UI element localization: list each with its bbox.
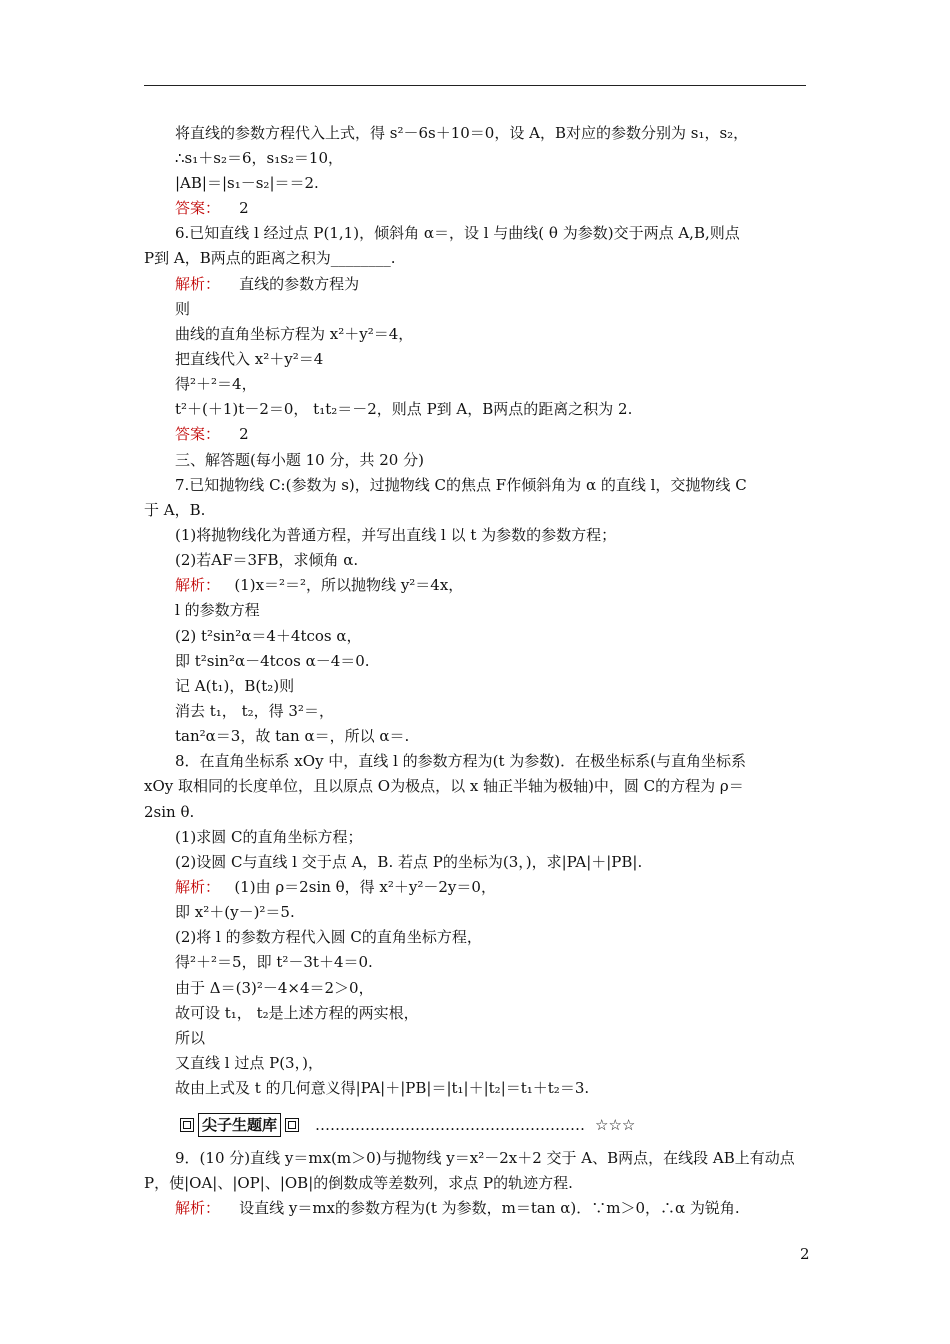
line-text: 7.已知抛物线 C:(参数为 s)，过抛物线 C的焦点 F作倾斜角为 α 的直线 l，交抛物线 C — [175, 476, 747, 494]
text-line — [175, 297, 190, 322]
text-line — [175, 624, 362, 649]
line-text: 则 — [175, 300, 191, 318]
page-number: 2 — [800, 1245, 810, 1263]
line-text: (2)若AF＝3FB，求倾角 α. — [175, 551, 359, 569]
line-text: P到 A，B两点的距离之积为________. — [144, 249, 396, 267]
text-line — [175, 121, 748, 146]
text-line — [175, 724, 409, 749]
text-line — [144, 774, 744, 799]
line-text: (2)将 l 的参数方程代入圆 C的直角坐标方程， — [175, 928, 482, 946]
text-line — [175, 422, 249, 447]
answer-label: 答案： — [175, 199, 221, 217]
text-line — [144, 246, 396, 271]
line-text: tan²α＝3，故 tan α＝，所以 α＝. — [175, 727, 410, 745]
text-line — [175, 598, 260, 623]
text-line — [144, 498, 205, 523]
answer-label: 解析： — [175, 275, 221, 293]
line-text: 9．(10 分)直线 y＝mx(m＞0)与抛物线 y＝x²－2x＋2 交于 A、B两点，在线段 AB上有动点 — [175, 1149, 795, 1167]
text-line — [175, 347, 323, 372]
line-text: (1)x＝²＝²，所以抛物线 y²＝4x， — [220, 576, 464, 594]
text-line — [175, 699, 334, 724]
line-text: 2 — [220, 425, 249, 443]
text-line — [175, 397, 632, 422]
text-line — [175, 221, 740, 246]
answer-label: 解析： — [175, 878, 221, 896]
text-line — [175, 1196, 740, 1221]
text-line — [175, 976, 374, 1001]
leader-dots: ……………………………………………… — [315, 1116, 586, 1134]
line-text: 把直线代入 x²＋y²＝4 — [175, 350, 324, 368]
line-text: 所以 — [175, 1029, 206, 1047]
text-line — [144, 800, 194, 825]
question-bank-banner — [180, 1113, 635, 1137]
text-line — [175, 196, 249, 221]
line-text: P，使|OA|、|OP|、|OB|的倒数成等差数列，求点 P的轨迹方程. — [144, 1174, 573, 1192]
line-text: 直线的参数方程为 — [220, 275, 360, 293]
line-text: 8．在直角坐标系 xOy 中，直线 l 的参数方程为(t 为参数)．在极坐标系(与直角坐标系 — [175, 752, 746, 770]
text-line — [175, 1076, 589, 1101]
text-line — [175, 1146, 795, 1171]
text-line — [175, 372, 257, 397]
text-line — [144, 1171, 573, 1196]
line-text: l 的参数方程 — [175, 601, 260, 619]
line-text: (1)求圆 C的直角坐标方程； — [175, 828, 363, 846]
text-line — [175, 900, 295, 925]
line-text: 三、解答题(每小题 10 分，共 20 分) — [175, 451, 424, 469]
text-line — [175, 548, 358, 573]
line-text: 得²＋²＝5，即 t²－3t＋4＝0. — [175, 953, 373, 971]
line-text: (2)设圆 C与直线 l 交于点 A，B. 若点 P的坐标为(3，)，求|PA|＋|PB|. — [175, 853, 643, 871]
text-line — [175, 674, 294, 699]
line-text: 由于 Δ＝(3)²－4×4＝2＞0， — [175, 979, 374, 997]
text-line — [175, 573, 463, 598]
text-line — [175, 950, 373, 975]
text-line — [175, 925, 482, 950]
line-text: 6.已知直线 l 经过点 P(1,1)，倾斜角 α＝，设 l 与曲线( θ 为参数)交于两点 A,B,则点 — [175, 224, 740, 242]
answer-label: 答案： — [175, 425, 221, 443]
answer-label: 解析： — [175, 1199, 221, 1217]
line-text: 即 t²sin²α－4tcos α－4＝0. — [175, 652, 370, 670]
text-line — [175, 749, 746, 774]
line-text: 于 A，B. — [144, 501, 206, 519]
text-line — [175, 1051, 323, 1076]
line-text: 2 — [220, 199, 249, 217]
line-text: 得²＋²＝4， — [175, 375, 257, 393]
line-text: (2) t²sin²α＝4＋4tcos α， — [175, 627, 362, 645]
question-bank-title: 尖子生题库 — [198, 1113, 281, 1137]
line-text: 曲线的直角坐标方程为 x²＋y²＝4， — [175, 325, 414, 343]
line-text: 将直线的参数方程代入上式，得 s²－6s＋10＝0，设 A，B对应的参数分别为 s₁，s₂， — [175, 124, 749, 142]
line-text: ∴s₁＋s₂＝6，s₁s₂＝10， — [175, 149, 344, 167]
line-text: 故由上式及 t 的几何意义得|PA|＋|PB|＝|t₁|＋|t₂|＝t₁＋t₂＝3. — [175, 1079, 590, 1097]
line-text: (1)将抛物线化为普通方程，并写出直线 l 以 t 为参数的参数方程； — [175, 526, 617, 544]
line-text: 记 A(t₁)，B(t₂)则 — [175, 677, 295, 695]
text-line — [175, 523, 616, 548]
line-text: 消去 t₁， t₂，得 3²＝， — [175, 702, 334, 720]
line-text: (1)由 ρ＝2sin θ，得 x²＋y²－2y＝0， — [220, 878, 496, 896]
square-icon — [180, 1118, 194, 1132]
line-text: 即 x²＋(y－)²＝5. — [175, 903, 295, 921]
line-text: 又直线 l 过点 P(3，)， — [175, 1054, 323, 1072]
text-line — [175, 1026, 205, 1051]
line-text: 设直线 y＝mx的参数方程为(t 为参数，m＝tan α)．∵m＞0，∴α 为锐角. — [220, 1199, 740, 1217]
text-line — [175, 448, 424, 473]
text-line — [175, 146, 343, 171]
text-line — [175, 825, 363, 850]
text-line — [175, 322, 413, 347]
text-line — [175, 473, 747, 498]
header-rule — [144, 85, 806, 86]
line-text: 故可设 t₁， t₂是上述方程的两实根， — [175, 1004, 419, 1022]
text-line — [175, 649, 370, 674]
text-line — [175, 171, 319, 196]
line-text: xOy 取相同的长度单位，且以原点 O为极点，以 x 轴正半轴为极轴)中，圆 C的方程为 ρ＝ — [144, 777, 744, 795]
text-line — [175, 272, 359, 297]
text-line — [175, 1001, 419, 1026]
square-icon — [285, 1118, 299, 1132]
star-rating-icon: ☆☆☆ — [595, 1116, 636, 1134]
text-line — [175, 850, 642, 875]
line-text: 2sin θ. — [144, 803, 195, 821]
text-line — [175, 875, 496, 900]
line-text: t²＋(＋1)t－2＝0， t₁t₂＝－2，则点 P到 A，B两点的距离之积为 2. — [175, 400, 633, 418]
answer-label: 解析： — [175, 576, 221, 594]
line-text: |AB|＝|s₁－s₂|＝＝2. — [175, 174, 319, 192]
